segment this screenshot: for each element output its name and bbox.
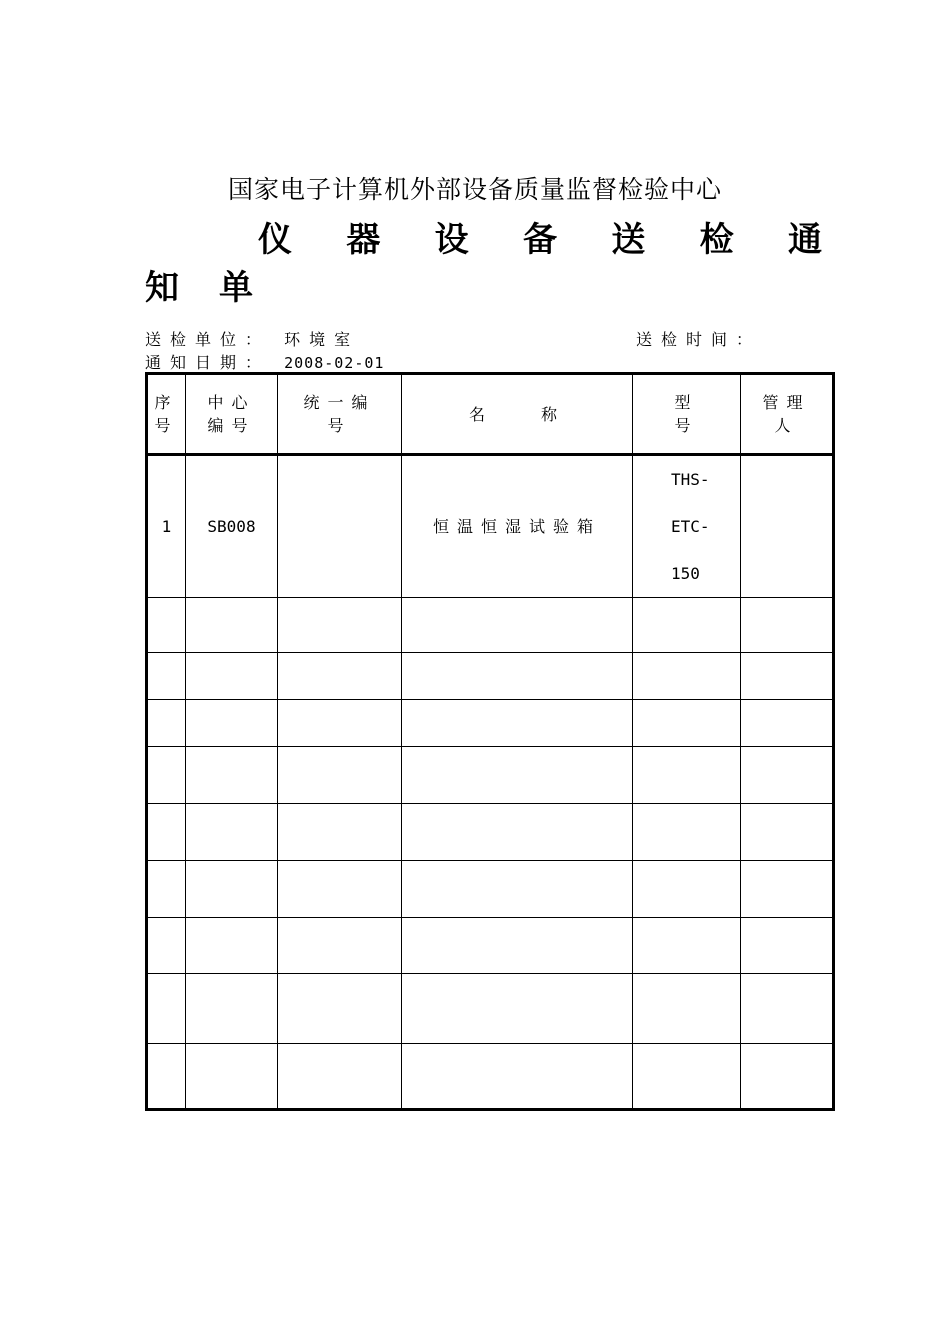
title-char: 设 — [434, 220, 469, 260]
send-unit-label: 送检单位： — [145, 330, 271, 349]
title-char: 通 — [787, 220, 822, 260]
header-center-no: 中心 编号 — [186, 374, 278, 455]
send-unit-value: 环境室 — [284, 330, 360, 349]
table-row-empty — [147, 804, 834, 861]
header-model: 型 号 — [633, 374, 741, 455]
table-row-empty — [147, 700, 834, 747]
table-row-empty — [147, 598, 834, 653]
table-row-empty — [147, 918, 834, 974]
document-title-line-2: 知单 — [145, 268, 293, 308]
row-center-no: SB008 — [186, 455, 278, 598]
title-char: 器 — [346, 220, 381, 260]
table-row-empty — [147, 653, 834, 700]
table-row-empty — [147, 747, 834, 804]
row-unified-no — [278, 455, 402, 598]
header-manager: 管理 人 — [741, 374, 834, 455]
title-char: 备 — [522, 220, 557, 260]
title-char: 送 — [611, 220, 646, 260]
notify-date-value: 2008-02-01 — [284, 354, 385, 372]
send-time-line — [636, 327, 761, 350]
notify-date-line — [145, 350, 384, 373]
inspection-table — [145, 372, 835, 1111]
table-row-empty — [147, 1044, 834, 1110]
send-unit-line — [145, 327, 359, 350]
table-row — [147, 455, 834, 598]
table-row-empty — [147, 974, 834, 1044]
row-model: THS- ETC- 150 — [633, 455, 741, 598]
document-title-line-1 — [240, 212, 840, 261]
row-manager — [741, 455, 834, 598]
row-name: 恒温恒湿试验箱 — [402, 455, 633, 598]
table-row-empty — [147, 861, 834, 918]
title-char: 仪 — [258, 220, 292, 260]
row-index: 1 — [147, 455, 186, 598]
send-time-label: 送检时间： — [636, 330, 762, 349]
table-header-row — [147, 374, 834, 455]
header-name: 名 称 — [402, 374, 633, 455]
notify-date-label: 通知日期： — [145, 353, 271, 372]
header-index: 序 号 — [147, 374, 186, 455]
organization-title: 国家电子计算机外部设备质量监督检验中心 — [227, 175, 722, 204]
header-unified-no: 统一编 号 — [278, 374, 402, 455]
title-char: 检 — [699, 220, 734, 260]
